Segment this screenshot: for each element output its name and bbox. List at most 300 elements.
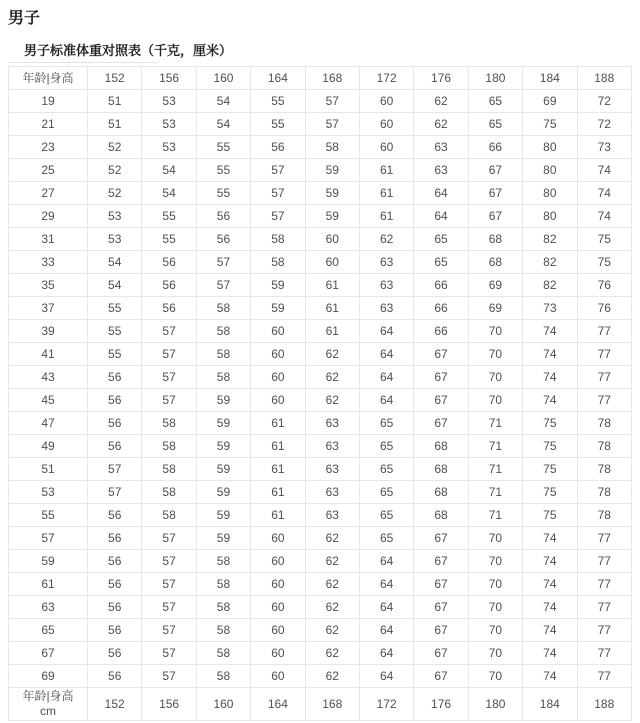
weight-cell: 56 xyxy=(88,412,142,435)
weight-cell: 61 xyxy=(251,504,305,527)
weight-cell: 57 xyxy=(251,205,305,228)
weight-cell: 64 xyxy=(414,182,468,205)
weight-cell: 51 xyxy=(88,90,142,113)
weight-cell: 74 xyxy=(523,343,577,366)
weight-cell: 54 xyxy=(196,90,250,113)
weight-cell: 53 xyxy=(142,136,196,159)
footer-row xyxy=(9,688,632,721)
weight-cell: 60 xyxy=(251,665,305,688)
age-cell: 43 xyxy=(9,366,88,389)
weight-cell: 63 xyxy=(305,412,359,435)
table-row xyxy=(9,274,632,297)
table-row xyxy=(9,481,632,504)
weight-cell: 52 xyxy=(88,182,142,205)
weight-cell: 57 xyxy=(142,642,196,665)
weight-cell: 77 xyxy=(577,527,631,550)
table-subtitle: 男子标准体重对照表（千克，厘米） xyxy=(24,43,233,58)
weight-cell: 60 xyxy=(251,642,305,665)
weight-cell: 69 xyxy=(468,297,522,320)
weight-cell: 57 xyxy=(142,389,196,412)
weight-cell: 59 xyxy=(196,389,250,412)
weight-cell: 54 xyxy=(142,182,196,205)
age-cell: 65 xyxy=(9,619,88,642)
table-row xyxy=(9,642,632,665)
age-cell: 29 xyxy=(9,205,88,228)
weight-cell: 57 xyxy=(196,251,250,274)
age-cell: 55 xyxy=(9,504,88,527)
table-row xyxy=(9,228,632,251)
weight-cell: 69 xyxy=(468,274,522,297)
weight-cell: 74 xyxy=(523,550,577,573)
weight-cell: 57 xyxy=(251,182,305,205)
weight-cell: 75 xyxy=(523,435,577,458)
weight-cell: 75 xyxy=(577,251,631,274)
weight-cell: 55 xyxy=(88,297,142,320)
weight-cell: 64 xyxy=(359,320,413,343)
weight-cell: 67 xyxy=(414,665,468,688)
weight-cell: 70 xyxy=(468,389,522,412)
weight-cell: 67 xyxy=(414,573,468,596)
weight-cell: 56 xyxy=(251,136,305,159)
weight-cell: 63 xyxy=(359,297,413,320)
height-header-cell: 152 xyxy=(88,67,142,90)
weight-cell: 67 xyxy=(414,550,468,573)
weight-cell: 74 xyxy=(577,182,631,205)
age-cell: 53 xyxy=(9,481,88,504)
weight-cell: 78 xyxy=(577,481,631,504)
weight-cell: 60 xyxy=(251,320,305,343)
weight-cell: 64 xyxy=(359,665,413,688)
weight-cell: 80 xyxy=(523,136,577,159)
weight-cell: 57 xyxy=(142,320,196,343)
weight-cell: 57 xyxy=(305,113,359,136)
weight-cell: 62 xyxy=(359,228,413,251)
weight-cell: 60 xyxy=(359,136,413,159)
weight-cell: 75 xyxy=(523,481,577,504)
weight-cell: 55 xyxy=(196,136,250,159)
weight-cell: 59 xyxy=(251,274,305,297)
weight-cell: 78 xyxy=(577,458,631,481)
height-header-cell: 176 xyxy=(414,67,468,90)
table-footer xyxy=(9,688,632,721)
table-row xyxy=(9,90,632,113)
weight-cell: 70 xyxy=(468,527,522,550)
weight-cell: 67 xyxy=(468,159,522,182)
weight-cell: 68 xyxy=(468,228,522,251)
height-header-cell: 180 xyxy=(468,67,522,90)
weight-cell: 66 xyxy=(468,136,522,159)
weight-cell: 60 xyxy=(251,389,305,412)
weight-cell: 58 xyxy=(305,136,359,159)
footer-height-cell: 156 xyxy=(142,688,196,721)
table-row xyxy=(9,182,632,205)
table-row xyxy=(9,665,632,688)
footer-height-cell: 176 xyxy=(414,688,468,721)
weight-cell: 74 xyxy=(523,665,577,688)
weight-cell: 75 xyxy=(523,412,577,435)
weight-cell: 75 xyxy=(523,113,577,136)
weight-cell: 62 xyxy=(305,596,359,619)
age-cell: 39 xyxy=(9,320,88,343)
table-row xyxy=(9,366,632,389)
weight-cell: 68 xyxy=(414,504,468,527)
weight-cell: 61 xyxy=(251,481,305,504)
weight-cell: 65 xyxy=(359,458,413,481)
table-row xyxy=(9,596,632,619)
weight-cell: 58 xyxy=(251,251,305,274)
weight-cell: 55 xyxy=(196,182,250,205)
weight-cell: 63 xyxy=(305,481,359,504)
weight-cell: 62 xyxy=(414,90,468,113)
weight-cell: 61 xyxy=(305,274,359,297)
weight-cell: 70 xyxy=(468,619,522,642)
corner-header-cell: 年龄|身高 xyxy=(9,67,88,90)
weight-cell: 77 xyxy=(577,642,631,665)
weight-cell: 60 xyxy=(305,251,359,274)
weight-cell: 58 xyxy=(196,320,250,343)
weight-cell: 61 xyxy=(305,297,359,320)
table-row xyxy=(9,458,632,481)
header-row xyxy=(9,67,632,90)
weight-cell: 71 xyxy=(468,435,522,458)
weight-cell: 77 xyxy=(577,573,631,596)
weight-cell: 65 xyxy=(359,504,413,527)
weight-cell: 63 xyxy=(305,504,359,527)
weight-cell: 80 xyxy=(523,182,577,205)
weight-cell: 58 xyxy=(142,412,196,435)
table-row xyxy=(9,343,632,366)
weight-cell: 68 xyxy=(468,251,522,274)
weight-cell: 54 xyxy=(196,113,250,136)
weight-cell: 57 xyxy=(142,573,196,596)
weight-cell: 67 xyxy=(414,642,468,665)
weight-cell: 59 xyxy=(305,182,359,205)
weight-cell: 53 xyxy=(142,90,196,113)
weight-cell: 59 xyxy=(196,527,250,550)
weight-cell: 60 xyxy=(251,366,305,389)
weight-cell: 70 xyxy=(468,550,522,573)
weight-cell: 61 xyxy=(359,205,413,228)
weight-cell: 62 xyxy=(414,113,468,136)
weight-cell: 62 xyxy=(305,642,359,665)
age-cell: 23 xyxy=(9,136,88,159)
age-cell: 67 xyxy=(9,642,88,665)
weight-cell: 70 xyxy=(468,366,522,389)
weight-cell: 74 xyxy=(523,389,577,412)
weight-cell: 55 xyxy=(251,90,305,113)
weight-cell: 54 xyxy=(88,274,142,297)
weight-cell: 74 xyxy=(523,596,577,619)
table-header xyxy=(9,67,632,90)
weight-cell: 71 xyxy=(468,412,522,435)
weight-cell: 77 xyxy=(577,389,631,412)
weight-cell: 68 xyxy=(414,435,468,458)
weight-cell: 60 xyxy=(251,343,305,366)
weight-cell: 70 xyxy=(468,665,522,688)
weight-cell: 67 xyxy=(414,389,468,412)
weight-cell: 58 xyxy=(142,481,196,504)
weight-cell: 55 xyxy=(142,228,196,251)
weight-cell: 57 xyxy=(142,343,196,366)
footer-height-cell: 172 xyxy=(359,688,413,721)
weight-cell: 64 xyxy=(414,205,468,228)
weight-cell: 69 xyxy=(523,90,577,113)
age-cell: 45 xyxy=(9,389,88,412)
table-row xyxy=(9,113,632,136)
weight-cell: 70 xyxy=(468,642,522,665)
weight-cell: 68 xyxy=(414,458,468,481)
table-body xyxy=(9,90,632,688)
weight-cell: 67 xyxy=(414,527,468,550)
age-cell: 33 xyxy=(9,251,88,274)
weight-cell: 57 xyxy=(142,366,196,389)
weight-cell: 65 xyxy=(359,481,413,504)
weight-cell: 62 xyxy=(305,573,359,596)
weight-cell: 71 xyxy=(468,504,522,527)
weight-cell: 62 xyxy=(305,389,359,412)
weight-cell: 82 xyxy=(523,251,577,274)
table-row xyxy=(9,389,632,412)
page-title: 男子 xyxy=(8,10,41,27)
weight-cell: 71 xyxy=(468,458,522,481)
weight-cell: 59 xyxy=(305,205,359,228)
age-cell: 51 xyxy=(9,458,88,481)
table-row xyxy=(9,619,632,642)
weight-cell: 61 xyxy=(359,159,413,182)
height-header-cell: 160 xyxy=(196,67,250,90)
weight-cell: 64 xyxy=(359,550,413,573)
weight-cell: 65 xyxy=(414,251,468,274)
weight-cell: 77 xyxy=(577,366,631,389)
weight-cell: 66 xyxy=(414,274,468,297)
weight-cell: 74 xyxy=(523,366,577,389)
weight-cell: 63 xyxy=(305,458,359,481)
weight-cell: 67 xyxy=(468,182,522,205)
footer-height-cell: 160 xyxy=(196,688,250,721)
weight-cell: 58 xyxy=(142,504,196,527)
weight-cell: 56 xyxy=(88,389,142,412)
weight-cell: 74 xyxy=(523,642,577,665)
footer-height-cell: 180 xyxy=(468,688,522,721)
weight-cell: 55 xyxy=(142,205,196,228)
weight-cell: 58 xyxy=(196,665,250,688)
weight-cell: 56 xyxy=(88,596,142,619)
weight-cell: 57 xyxy=(142,619,196,642)
weight-cell: 58 xyxy=(196,642,250,665)
weight-cell: 58 xyxy=(196,596,250,619)
weight-cell: 56 xyxy=(88,435,142,458)
table-row xyxy=(9,297,632,320)
weight-cell: 63 xyxy=(414,136,468,159)
weight-cell: 56 xyxy=(88,665,142,688)
weight-cell: 59 xyxy=(196,412,250,435)
weight-cell: 53 xyxy=(142,113,196,136)
weight-cell: 62 xyxy=(305,550,359,573)
weight-cell: 65 xyxy=(468,90,522,113)
weight-cell: 57 xyxy=(88,458,142,481)
weight-cell: 63 xyxy=(359,274,413,297)
weight-cell: 70 xyxy=(468,573,522,596)
weight-cell: 64 xyxy=(359,596,413,619)
weight-cell: 61 xyxy=(251,458,305,481)
weight-cell: 53 xyxy=(88,205,142,228)
weight-cell: 58 xyxy=(251,228,305,251)
height-header-cell: 184 xyxy=(523,67,577,90)
age-cell: 69 xyxy=(9,665,88,688)
weight-cell: 56 xyxy=(88,619,142,642)
weight-cell: 67 xyxy=(414,619,468,642)
weight-cell: 56 xyxy=(142,251,196,274)
weight-cell: 77 xyxy=(577,619,631,642)
weight-cell: 65 xyxy=(468,113,522,136)
weight-cell: 52 xyxy=(88,159,142,182)
weight-cell: 68 xyxy=(414,481,468,504)
weight-cell: 54 xyxy=(142,159,196,182)
age-cell: 63 xyxy=(9,596,88,619)
weight-cell: 58 xyxy=(142,458,196,481)
table-row xyxy=(9,435,632,458)
weight-cell: 54 xyxy=(88,251,142,274)
weight-cell: 59 xyxy=(196,481,250,504)
weight-cell: 62 xyxy=(305,527,359,550)
footer-corner-line: cm xyxy=(40,704,56,718)
weight-cell: 57 xyxy=(142,550,196,573)
table-row xyxy=(9,412,632,435)
weight-cell: 78 xyxy=(577,412,631,435)
weight-cell: 74 xyxy=(577,159,631,182)
weight-cell: 65 xyxy=(359,412,413,435)
weight-cell: 60 xyxy=(251,619,305,642)
weight-cell: 62 xyxy=(305,619,359,642)
weight-cell: 66 xyxy=(414,320,468,343)
table-row xyxy=(9,136,632,159)
weight-cell: 60 xyxy=(251,573,305,596)
weight-cell: 80 xyxy=(523,159,577,182)
footer-corner-cell xyxy=(9,688,88,721)
weight-cell: 77 xyxy=(577,343,631,366)
weight-cell: 75 xyxy=(523,504,577,527)
weight-cell: 57 xyxy=(142,527,196,550)
weight-cell: 67 xyxy=(414,596,468,619)
weight-cell: 55 xyxy=(196,159,250,182)
weight-cell: 67 xyxy=(414,412,468,435)
weight-cell: 62 xyxy=(305,665,359,688)
table-row xyxy=(9,159,632,182)
weight-cell: 58 xyxy=(196,573,250,596)
weight-cell: 64 xyxy=(359,642,413,665)
weight-cell: 52 xyxy=(88,136,142,159)
weight-cell: 75 xyxy=(577,228,631,251)
weight-cell: 56 xyxy=(142,274,196,297)
footer-height-cell: 152 xyxy=(88,688,142,721)
weight-cell: 60 xyxy=(305,228,359,251)
weight-cell: 55 xyxy=(251,113,305,136)
weight-cell: 55 xyxy=(88,320,142,343)
weight-cell: 56 xyxy=(88,366,142,389)
weight-cell: 59 xyxy=(196,504,250,527)
age-cell: 57 xyxy=(9,527,88,550)
weight-cell: 72 xyxy=(577,113,631,136)
weight-cell: 61 xyxy=(359,182,413,205)
age-cell: 37 xyxy=(9,297,88,320)
weight-cell: 62 xyxy=(305,343,359,366)
weight-cell: 74 xyxy=(523,573,577,596)
weight-cell: 67 xyxy=(468,205,522,228)
weight-cell: 58 xyxy=(196,619,250,642)
weight-cell: 56 xyxy=(196,228,250,251)
weight-cell: 71 xyxy=(468,481,522,504)
weight-cell: 78 xyxy=(577,435,631,458)
age-cell: 35 xyxy=(9,274,88,297)
age-cell: 27 xyxy=(9,182,88,205)
weight-cell: 64 xyxy=(359,343,413,366)
weight-cell: 70 xyxy=(468,596,522,619)
weight-cell: 75 xyxy=(523,458,577,481)
weight-cell: 61 xyxy=(251,435,305,458)
weight-cell: 76 xyxy=(577,274,631,297)
weight-cell: 57 xyxy=(305,90,359,113)
weight-cell: 63 xyxy=(359,251,413,274)
weight-cell: 58 xyxy=(196,366,250,389)
table-row xyxy=(9,504,632,527)
age-cell: 31 xyxy=(9,228,88,251)
height-header-cell: 164 xyxy=(251,67,305,90)
weight-cell: 51 xyxy=(88,113,142,136)
weight-cell: 64 xyxy=(359,366,413,389)
weight-cell: 61 xyxy=(251,412,305,435)
table-row xyxy=(9,573,632,596)
weight-cell: 60 xyxy=(251,596,305,619)
subtitle-divider xyxy=(8,62,158,63)
weight-cell: 63 xyxy=(414,159,468,182)
weight-cell: 57 xyxy=(88,481,142,504)
weight-cell: 57 xyxy=(196,274,250,297)
footer-height-cell: 188 xyxy=(577,688,631,721)
weight-cell: 77 xyxy=(577,596,631,619)
height-header-cell: 168 xyxy=(305,67,359,90)
weight-cell: 56 xyxy=(142,297,196,320)
weight-cell: 63 xyxy=(305,435,359,458)
weight-cell: 58 xyxy=(196,343,250,366)
weight-cell: 76 xyxy=(577,297,631,320)
weight-cell: 59 xyxy=(196,458,250,481)
age-cell: 21 xyxy=(9,113,88,136)
height-header-cell: 156 xyxy=(142,67,196,90)
weight-cell: 74 xyxy=(577,205,631,228)
weight-cell: 67 xyxy=(414,343,468,366)
weight-cell: 77 xyxy=(577,550,631,573)
weight-cell: 60 xyxy=(251,550,305,573)
weight-cell: 53 xyxy=(88,228,142,251)
weight-cell: 82 xyxy=(523,274,577,297)
table-row xyxy=(9,550,632,573)
age-cell: 61 xyxy=(9,573,88,596)
weight-cell: 58 xyxy=(196,297,250,320)
weight-cell: 59 xyxy=(251,297,305,320)
weight-cell: 78 xyxy=(577,504,631,527)
weight-cell: 64 xyxy=(359,619,413,642)
weight-cell: 73 xyxy=(577,136,631,159)
weight-cell: 56 xyxy=(196,205,250,228)
weight-cell: 60 xyxy=(359,113,413,136)
weight-cell: 62 xyxy=(305,366,359,389)
weight-cell: 56 xyxy=(88,504,142,527)
weight-cell: 65 xyxy=(414,228,468,251)
weight-cell: 70 xyxy=(468,343,522,366)
weight-cell: 56 xyxy=(88,550,142,573)
weight-cell: 56 xyxy=(88,573,142,596)
weight-cell: 55 xyxy=(88,343,142,366)
